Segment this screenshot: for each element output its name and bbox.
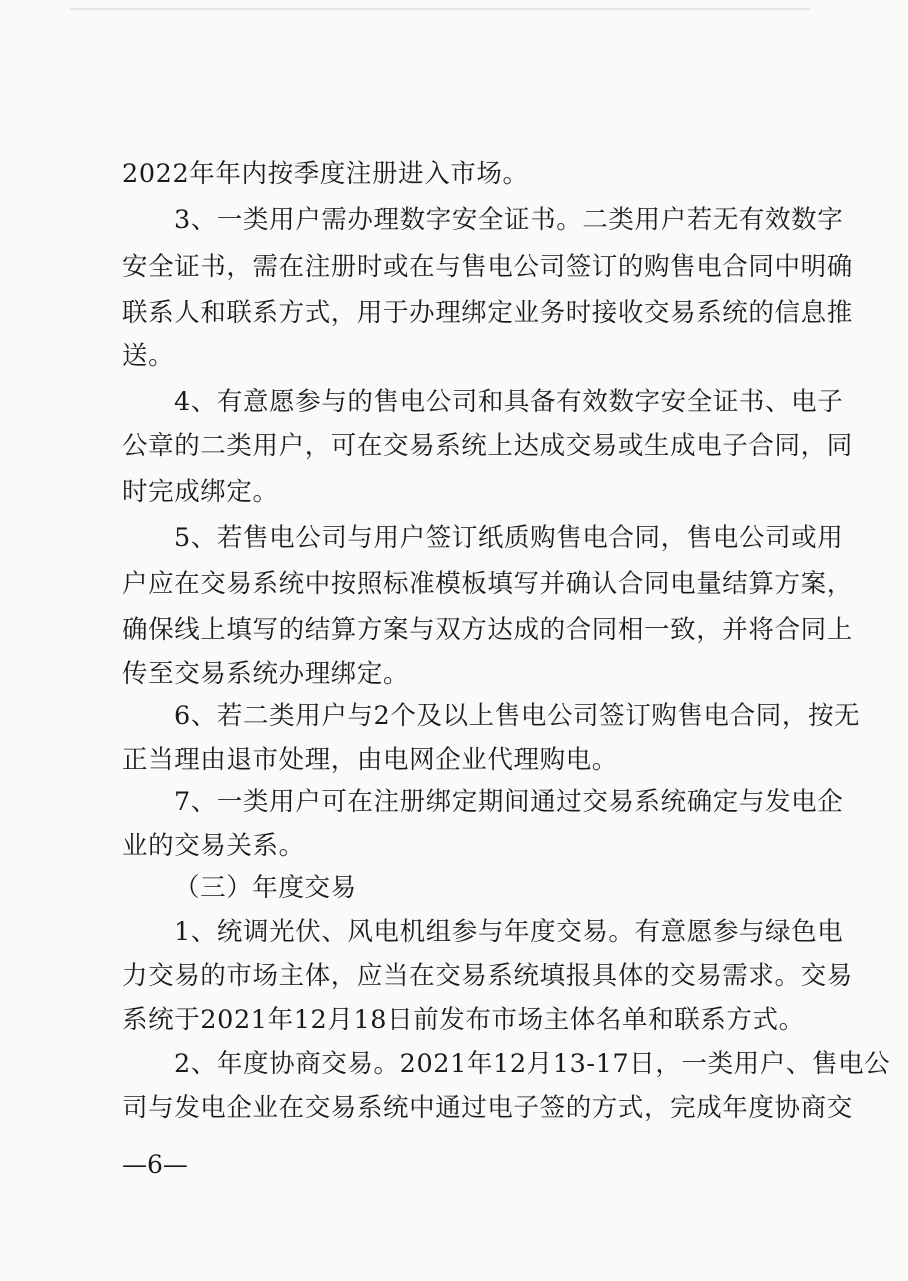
text-line-6: 4、有意愿参与的售电公司和具备有效数字安全证书、电子 (174, 387, 844, 417)
text-line-3: 安全证书，需在注册时或在与售电公司签订的购售电合同中明确 (122, 252, 853, 282)
text-line-12: 传至交易系统办理绑定。 (122, 659, 410, 689)
text-line-11: 确保线上填写的结算方案与双方达成的合同相一致，并将合同上 (122, 615, 853, 645)
text-line-18: 1、统调光伏、风电机组参与年度交易。有意愿参与绿色电 (174, 917, 844, 947)
text-line-20: 系统于2021年12月18日前发布市场主体名单和联系方式。 (122, 1005, 805, 1035)
text-line-19: 力交易的市场主体，应当在交易系统填报具体的交易需求。交易 (122, 961, 853, 991)
text-line-8: 时完成绑定。 (122, 477, 279, 507)
section-heading: （三）年度交易 (174, 873, 357, 903)
top-divider (70, 8, 810, 10)
text-line-16: 业的交易关系。 (122, 831, 305, 861)
text-line-13: 6、若二类用户与2个及以上售电公司签订购售电合同，按无 (174, 701, 861, 731)
text-line-7: 公章的二类用户，可在交易系统上达成交易或生成电子合同，同 (122, 431, 853, 461)
text-line-10: 户应在交易系统中按照标准模板填写并确认合同电量结算方案， (122, 569, 853, 599)
text-line-22: 司与发电企业在交易系统中通过电子签的方式，完成年度协商交 (122, 1093, 853, 1123)
text-line-1: 2022年年内按季度注册进入市场。 (122, 159, 529, 189)
text-line-14: 正当理由退市处理，由电网企业代理购电。 (122, 745, 618, 775)
text-line-2: 3、一类用户需办理数字安全证书。二类用户若无有效数字 (174, 205, 844, 235)
text-line-5: 送。 (122, 341, 175, 371)
text-line-15: 7、一类用户可在注册绑定期间通过交易系统确定与发电企 (174, 787, 844, 817)
text-line-21: 2、年度协商交易。2021年12月13-17日，一类用户、售电公 (174, 1049, 891, 1079)
text-line-9: 5、若售电公司与用户签订纸质购售电合同，售电公司或用 (174, 523, 844, 553)
page-number: —6— (122, 1150, 188, 1179)
text-line-4: 联系人和联系方式，用于办理绑定业务时接收交易系统的信息推 (122, 298, 853, 328)
